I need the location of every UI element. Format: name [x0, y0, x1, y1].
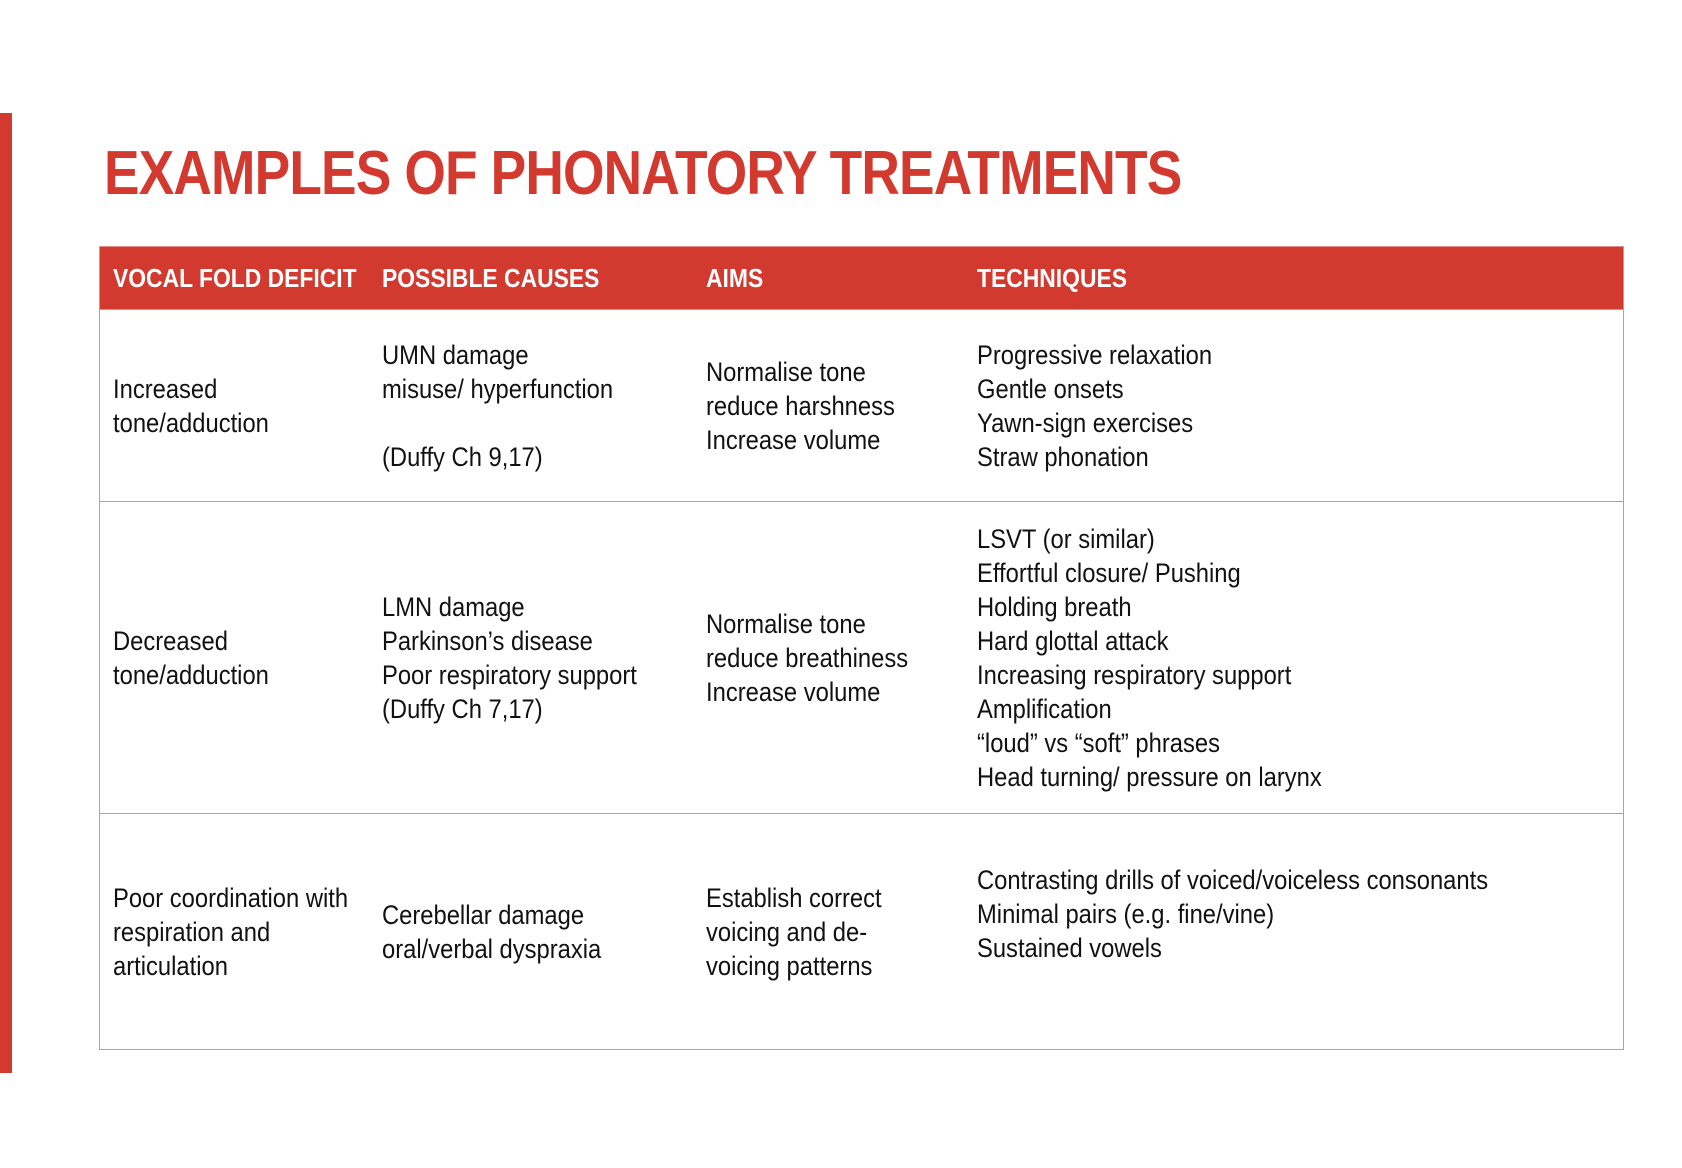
cell-line: oral/verbal dyspraxia [382, 933, 602, 964]
cell-line: Parkinson’s disease [382, 625, 593, 656]
accent-bar [0, 113, 12, 1073]
cell-line: respiration and [113, 916, 271, 947]
cell-line: Effortful closure/ Pushing [977, 557, 1241, 588]
cell-line: Normalise tone [706, 608, 866, 639]
deficit-cell [100, 881, 382, 983]
causes-cell [382, 590, 706, 726]
causes-cell [382, 898, 706, 966]
cell-line: “loud” vs “soft” phrases [977, 727, 1220, 758]
deficit-cell [100, 372, 382, 440]
cell-line: articulation [113, 950, 228, 981]
page-title: EXAMPLES OF PHONATORY TREATMENTS [104, 139, 1182, 208]
cell-line: Hard glottal attack [977, 625, 1169, 656]
aims-cell [706, 881, 977, 983]
cell-line: Establish correct [706, 882, 882, 913]
cell-line: Holding breath [977, 591, 1132, 622]
cell-line: Sustained vowels [977, 932, 1162, 963]
cell-line: Increase volume [706, 676, 881, 707]
aims-cell [706, 355, 977, 457]
cell-line: LMN damage [382, 591, 525, 622]
header-techniques: TECHNIQUES [977, 262, 1128, 293]
table-row [100, 309, 1623, 501]
cell-line: Decreased [113, 625, 228, 656]
cell-line: tone/adduction [113, 407, 269, 438]
table-row [100, 501, 1623, 813]
cell-line: Contrasting drills of voiced/voiceless consonants [977, 864, 1489, 895]
cell-line: Straw phonation [977, 441, 1149, 472]
table-row [100, 813, 1623, 1049]
table-header [100, 247, 1623, 309]
deficit-cell [100, 624, 382, 692]
cell-line: (Duffy Ch 7,17) [382, 693, 543, 724]
aims-cell [706, 607, 977, 709]
cell-line: reduce breathiness [706, 642, 909, 673]
cell-line: tone/adduction [113, 659, 269, 690]
cell-line: reduce harshness [706, 390, 895, 421]
cell-line: Progressive relaxation [977, 339, 1213, 370]
cell-line: Poor coordination with [113, 882, 349, 913]
cell-line: voicing and de- [706, 916, 868, 947]
cell-line: misuse/ hyperfunction [382, 373, 614, 404]
cell-line: Increased [113, 373, 218, 404]
cell-line: UMN damage [382, 339, 529, 370]
cell-line: Poor respiratory support [382, 659, 637, 690]
causes-cell [382, 338, 706, 474]
cell-line: Minimal pairs (e.g. fine/vine) [977, 898, 1275, 929]
cell-line: Increase volume [706, 424, 881, 455]
cell-line: voicing patterns [706, 950, 873, 981]
cell-line: LSVT (or similar) [977, 523, 1155, 554]
cell-line: (Duffy Ch 9,17) [382, 441, 543, 472]
techniques-cell [977, 338, 1623, 474]
header-possible-causes: POSSIBLE CAUSES [382, 262, 600, 293]
header-vocal-fold-deficit: VOCAL FOLD DEFICIT [113, 262, 357, 293]
cell-line: Cerebellar damage [382, 899, 585, 930]
techniques-cell [977, 864, 1623, 965]
techniques-cell [977, 522, 1623, 794]
cell-line [382, 406, 667, 440]
header-aims: AIMS [706, 262, 764, 293]
cell-line: Increasing respiratory support [977, 659, 1292, 690]
cell-line: Normalise tone [706, 356, 866, 387]
cell-line: Gentle onsets [977, 373, 1124, 404]
cell-line: Amplification [977, 693, 1112, 724]
cell-line: Head turning/ pressure on larynx [977, 761, 1322, 792]
treatments-table [99, 246, 1624, 1050]
cell-line: Yawn-sign exercises [977, 407, 1194, 438]
